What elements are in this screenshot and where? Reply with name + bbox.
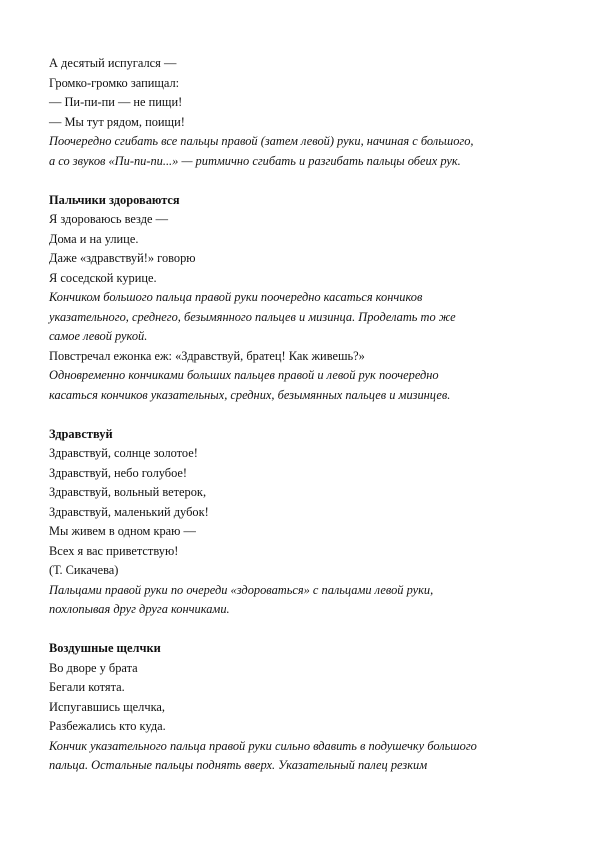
verse-line: Здравствуй, солнце золотое! bbox=[49, 446, 198, 460]
verse-line: Громко-громко запищал: bbox=[49, 75, 180, 90]
section-heading: Пальчики здороваются bbox=[49, 192, 180, 207]
paragraph-spacer bbox=[49, 171, 559, 191]
instruction-line: похлопывая друг друга кончиками. bbox=[49, 602, 230, 616]
verse-line: Здравствуй, маленький дубок! bbox=[49, 504, 209, 519]
paragraph-spacer bbox=[49, 620, 559, 640]
verse-line: Я здороваюсь везде — bbox=[49, 212, 169, 226]
verse-line: — Пи-пи-пи — не пищи! bbox=[49, 95, 183, 109]
author-credit: (Т. Сикачева) bbox=[49, 563, 119, 577]
instruction-line: пальца. Остальные пальцы поднять вверх. Указательный палец резким bbox=[49, 758, 428, 772]
verse-line: Дома и на улице. bbox=[49, 231, 139, 246]
instruction-line: Поочередно сгибать все пальцы правой (затем левой) руки, начиная с большого, bbox=[49, 134, 474, 148]
verse-line: Испугавшись щелчка, bbox=[49, 699, 166, 714]
verse-line: Мы живем в одном краю — bbox=[49, 524, 196, 538]
verse-line: Во дворе у брата bbox=[49, 660, 138, 675]
section-heading: Воздушные щелчки bbox=[49, 641, 161, 655]
verse-line: Здравствуй, небо голубое! bbox=[49, 465, 188, 480]
verse-line: Я соседской курице. bbox=[49, 270, 157, 285]
verse-line: Разбежались кто куда. bbox=[49, 719, 166, 733]
paragraph-spacer bbox=[49, 405, 559, 425]
document-content bbox=[49, 54, 559, 776]
verse-line: Повстречал ежонка еж: «Здравствуй, братец! Как живешь?» bbox=[49, 348, 365, 363]
verse-line: Всех я вас приветствую! bbox=[49, 543, 179, 558]
instruction-line: Кончик указательного пальца правой руки сильно вдавить в подушечку большого bbox=[49, 738, 477, 753]
instruction-line: Пальцами правой руки по очереди «здороваться» с пальцами левой руки, bbox=[49, 582, 434, 597]
instruction-line: Одновременно кончиками больших пальцев правой и левой рук поочередно bbox=[49, 368, 439, 382]
verse-line: Даже «здравствуй!» говорю bbox=[49, 251, 196, 265]
section-heading: Здравствуй bbox=[49, 426, 113, 441]
instruction-line: указательного, среднего, безымянного пальцев и мизинца. Проделать то же bbox=[49, 309, 456, 324]
instruction-line: Кончиком большого пальца правой руки поочередно касаться кончиков bbox=[49, 290, 423, 304]
verse-line: Бегали котята. bbox=[49, 680, 125, 694]
verse-line: Здравствуй, вольный ветерок, bbox=[49, 485, 207, 499]
instruction-line: касаться кончиков указательных, средних, безымянных пальцев и мизинцев. bbox=[49, 387, 451, 402]
instruction-line: самое левой рукой. bbox=[49, 329, 148, 343]
verse-line: — Мы тут рядом, поищи! bbox=[49, 114, 185, 129]
instruction-line: а со звуков «Пи-пи-пи...» — ритмично сгибать и разгибать пальцы обеих рук. bbox=[49, 153, 461, 168]
verse-line: А десятый испугался — bbox=[49, 56, 177, 70]
